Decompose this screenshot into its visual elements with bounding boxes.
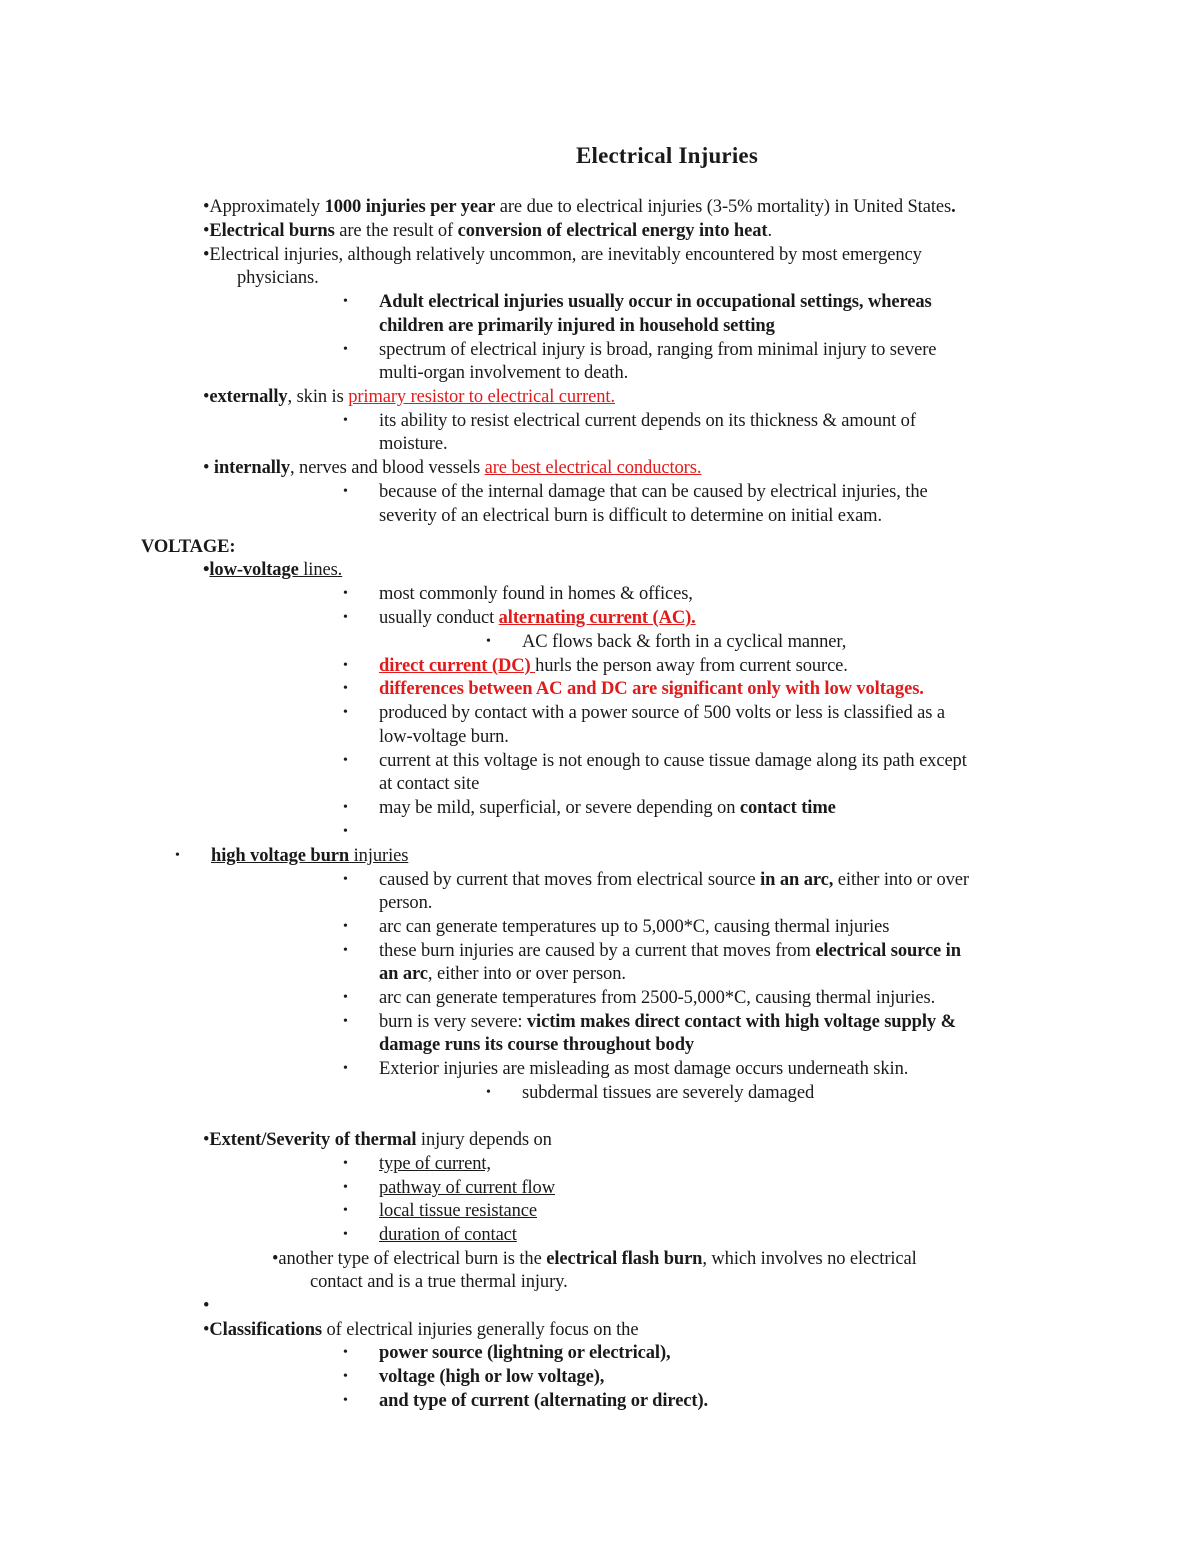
text-segment: injury depends on bbox=[416, 1130, 552, 1150]
text-segment: type of current, bbox=[379, 1154, 491, 1174]
bullet-icon: • bbox=[343, 658, 348, 673]
bullet-icon: • bbox=[343, 1203, 348, 1218]
text-segment: and type of current (alternating or direct). bbox=[379, 1391, 709, 1411]
text-segment: children are primarily injured in household setting bbox=[379, 316, 775, 336]
text-segment: are best electrical conductors. bbox=[484, 458, 702, 478]
text-segment: arc can generate temperatures up to 5,000*C, causing thermal injuries bbox=[379, 917, 890, 937]
bullet-icon: • bbox=[343, 413, 348, 428]
text-segment: physicians. bbox=[237, 268, 319, 288]
bullet-icon: • bbox=[175, 848, 180, 863]
text-segment: injuries bbox=[349, 846, 409, 866]
text-line bbox=[379, 892, 432, 914]
text-segment: low-voltage burn. bbox=[379, 727, 509, 747]
text-segment: Electrical burns bbox=[209, 221, 335, 241]
text-line bbox=[379, 726, 509, 748]
text-segment: lines. bbox=[298, 560, 343, 580]
bullet-icon: • bbox=[343, 753, 348, 768]
text-segment: an arc bbox=[379, 964, 428, 984]
text-segment: . bbox=[767, 221, 772, 241]
text-segment: these burn injuries are caused by a current that moves from bbox=[379, 941, 816, 961]
text-segment: produced by contact with a power source of 500 volts or less is classified as a bbox=[379, 703, 945, 723]
text-segment: AC flows back & forth in a cyclical manner, bbox=[522, 632, 847, 652]
bullet-icon: • bbox=[343, 943, 348, 958]
text-segment: Extent/Severity of thermal bbox=[209, 1130, 417, 1150]
text-segment: may be mild, superficial, or severe depending on bbox=[379, 798, 740, 818]
text-segment: • bbox=[203, 1296, 210, 1316]
text-segment: severity of an electrical burn is difficult to determine on initial exam. bbox=[379, 506, 882, 526]
text-segment: Exterior injuries are misleading as most damage occurs underneath skin. bbox=[379, 1059, 909, 1079]
text-segment: subdermal tissues are severely damaged bbox=[522, 1083, 815, 1103]
text-line bbox=[203, 1129, 552, 1151]
bullet-icon: • bbox=[343, 484, 348, 499]
text-segment: internally bbox=[213, 458, 290, 478]
text-segment: , skin is bbox=[287, 387, 349, 407]
text-line bbox=[379, 315, 775, 337]
bullet-icon: • bbox=[343, 1393, 348, 1408]
text-segment: • bbox=[203, 560, 210, 580]
bullet-icon: • bbox=[343, 681, 348, 696]
text-segment: most commonly found in homes & offices, bbox=[379, 584, 693, 604]
text-line bbox=[237, 267, 319, 289]
text-segment: contact and is a true thermal injury. bbox=[310, 1272, 568, 1292]
text-segment: victim makes direct contact with high voltage supply & bbox=[526, 1012, 956, 1032]
text-line bbox=[203, 457, 701, 479]
text-segment: hurls the person away from current source. bbox=[535, 656, 848, 676]
text-line bbox=[272, 1248, 917, 1270]
text-line bbox=[203, 244, 922, 266]
bullet-icon: • bbox=[343, 872, 348, 887]
text-line bbox=[203, 386, 615, 408]
text-segment: VOLTAGE: bbox=[141, 537, 236, 557]
bullet-icon: • bbox=[343, 1345, 348, 1360]
bullet-icon: • bbox=[343, 1061, 348, 1076]
text-segment: • bbox=[203, 221, 210, 241]
bullet-icon: • bbox=[343, 610, 348, 625]
text-segment: •Electrical injuries, although relatively uncommon, are inevitably encountered by most emergency bbox=[203, 245, 922, 265]
bullet-icon: • bbox=[343, 1369, 348, 1384]
bullet-icon: • bbox=[486, 1085, 491, 1100]
text-segment: voltage (high or low voltage), bbox=[379, 1367, 605, 1387]
text-segment: conversion of electrical energy into heat bbox=[457, 221, 768, 241]
text-segment: its ability to resist electrical current depends on its thickness & amount of bbox=[379, 411, 916, 431]
text-segment: pathway of current flow bbox=[379, 1178, 555, 1198]
bullet-icon: • bbox=[343, 1156, 348, 1171]
text-segment: differences between AC and DC are significant only with low voltages. bbox=[379, 679, 924, 699]
text-segment: either into or over bbox=[833, 870, 969, 890]
text-segment: •Approximately bbox=[203, 197, 325, 217]
text-line bbox=[379, 505, 882, 527]
text-segment: are due to electrical injuries (3-5% mortality) in United States bbox=[495, 197, 952, 217]
bullet-icon: • bbox=[343, 990, 348, 1005]
text-segment: , either into or over person. bbox=[427, 964, 626, 984]
text-segment: primary resistor to electrical current. bbox=[348, 387, 616, 407]
text-segment: damage runs its course throughout body bbox=[379, 1035, 695, 1055]
text-line bbox=[379, 773, 479, 795]
text-segment: , nerves and blood vessels bbox=[290, 458, 485, 478]
text-line bbox=[203, 196, 956, 218]
text-segment: are the result of bbox=[334, 221, 458, 241]
bullet-icon: • bbox=[343, 1227, 348, 1242]
text-segment: power source (lightning or electrical), bbox=[379, 1343, 671, 1363]
text-segment: caused by current that moves from electrical source bbox=[379, 870, 761, 890]
text-segment: burn is very severe: bbox=[379, 1012, 527, 1032]
text-segment: direct current (DC) bbox=[379, 656, 536, 676]
text-segment: externally bbox=[209, 387, 288, 407]
text-line bbox=[310, 1271, 568, 1293]
document-title: Electrical Injuries bbox=[575, 143, 758, 168]
text-segment: duration of contact bbox=[379, 1225, 517, 1245]
bullet-icon: • bbox=[343, 1180, 348, 1195]
text-segment: • bbox=[203, 1320, 210, 1340]
bullet-icon: • bbox=[343, 824, 348, 839]
text-segment: . bbox=[951, 197, 956, 217]
text-segment: low-voltage bbox=[209, 560, 299, 580]
text-segment: • bbox=[203, 1130, 210, 1150]
text-segment: 1000 injuries per year bbox=[324, 197, 496, 217]
text-segment: high voltage burn bbox=[211, 846, 350, 866]
text-segment: , which involves no electrical bbox=[702, 1249, 917, 1269]
text-segment: alternating current (AC). bbox=[498, 608, 696, 628]
text-segment: moisture. bbox=[379, 434, 448, 454]
text-segment: usually conduct bbox=[379, 608, 499, 628]
text-segment: because of the internal damage that can be caused by electrical injuries, the bbox=[379, 482, 928, 502]
text-line bbox=[203, 1295, 209, 1317]
text-line bbox=[379, 362, 628, 384]
bullet-icon: • bbox=[343, 294, 348, 309]
text-line bbox=[379, 433, 447, 455]
text-segment: Adult electrical injuries usually occur in occupational settings, whereas bbox=[379, 292, 932, 312]
text-segment: • bbox=[203, 458, 214, 478]
text-segment: Classifications bbox=[209, 1320, 322, 1340]
text-segment: multi-organ involvement to death. bbox=[379, 363, 629, 383]
bullet-icon: • bbox=[343, 705, 348, 720]
text-segment: spectrum of electrical injury is broad, ranging from minimal injury to severe bbox=[379, 340, 937, 360]
text-segment: of electrical injuries generally focus on the bbox=[321, 1320, 639, 1340]
text-line bbox=[379, 1034, 694, 1056]
text-segment: at contact site bbox=[379, 774, 480, 794]
bullet-icon: • bbox=[343, 800, 348, 815]
text-segment: electrical flash burn bbox=[546, 1249, 703, 1269]
bullet-icon: • bbox=[343, 342, 348, 357]
text-segment: arc can generate temperatures from 2500-5,000*C, causing thermal injuries. bbox=[379, 988, 936, 1008]
bullet-icon: • bbox=[343, 919, 348, 934]
text-segment: •another type of electrical burn is the bbox=[272, 1249, 547, 1269]
text-segment: electrical source in bbox=[815, 941, 961, 961]
text-line bbox=[141, 536, 235, 558]
text-segment: current at this voltage is not enough to cause tissue damage along its path except bbox=[379, 751, 967, 771]
text-segment: contact time bbox=[739, 798, 836, 818]
text-segment: in an arc, bbox=[760, 870, 834, 890]
bullet-icon: • bbox=[343, 586, 348, 601]
bullet-icon: • bbox=[343, 1014, 348, 1029]
text-segment: • bbox=[203, 387, 210, 407]
text-segment: local tissue resistance bbox=[379, 1201, 537, 1221]
text-line bbox=[203, 220, 772, 242]
text-line bbox=[203, 1319, 638, 1341]
text-segment: person. bbox=[379, 893, 433, 913]
text-line bbox=[379, 963, 626, 985]
text-line bbox=[203, 559, 342, 581]
bullet-icon: • bbox=[486, 634, 491, 649]
